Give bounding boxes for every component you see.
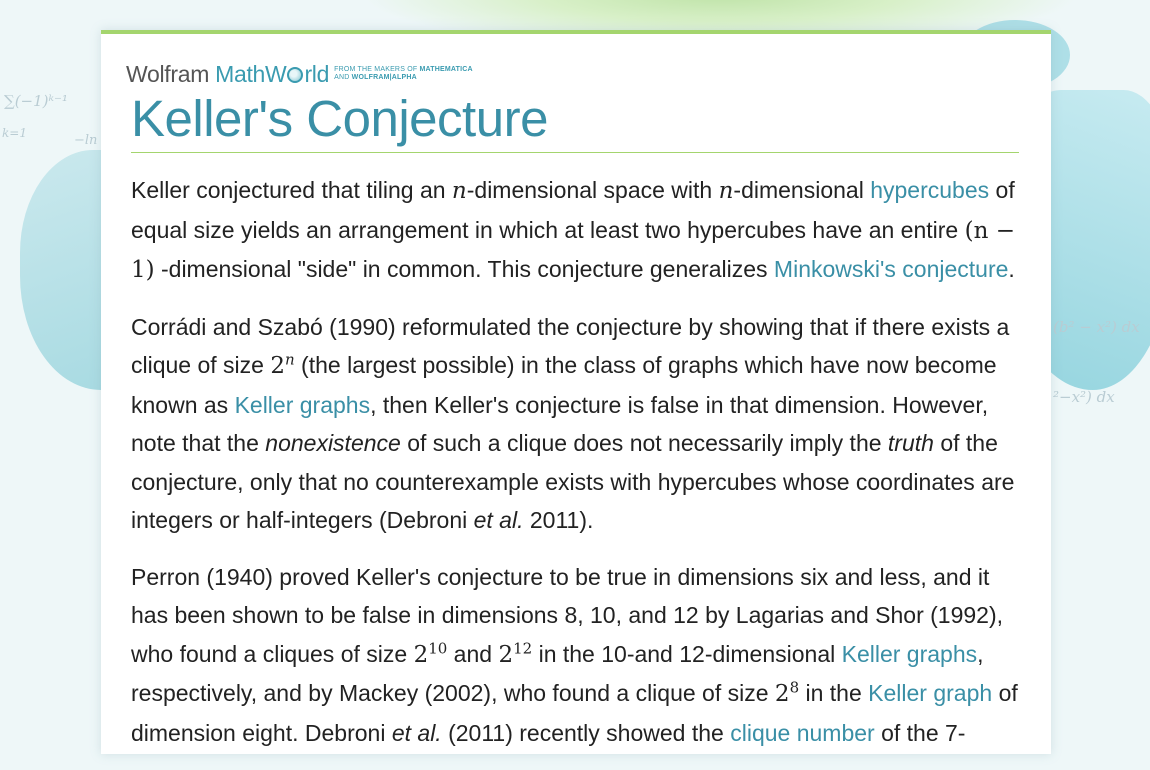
link-keller-graph[interactable]: Keller graph (868, 680, 993, 706)
page-title: Keller's Conjecture (131, 90, 548, 147)
math-n-minus-1: (n − 1) (131, 217, 1015, 283)
site-logo[interactable] (126, 61, 473, 88)
math-2-to-8: $2^8$ (774, 678, 800, 707)
paragraph-corradi-szabo: Corrádi and Szabó (1990) reformulated the conjecture by showing that if there exists a clique of size 2$^n$ (the largest possible) in the class of graphs which have now become known as Keller graphs, then Keller's conjecture is false in that dimension. However, note that the nonexistence of such a clique does not necessarily imply the truth of the conjecture, only that no counterexample exists with hypercubes whose coordinates are integers or half-integers (Debroni et al. 2011). (131, 313, 1015, 533)
logo-wolfram-text: Wolfram (126, 61, 210, 87)
link-hypercubes[interactable]: hypercubes (870, 177, 990, 203)
background-formula: ∑(−1)ᵏ⁻¹ (4, 92, 68, 110)
link-minkowskis-conjecture[interactable]: Minkowski's conjecture (773, 256, 1009, 282)
math-2-to-12: $2^{12}$ (498, 638, 533, 668)
globe-icon (287, 67, 303, 83)
logo-tagline: FROM THE MAKERS OF MATHEMATICA AND WOLFRAM|ALPHA (334, 66, 473, 81)
title-divider (131, 152, 1019, 153)
paragraph-intro: Keller conjectured that tiling an n-dimensional space with n-dimensional hypercubes of equal size yields an arrangement in which at least two hypercubes have an entire (n − 1) -dimensional "side" in common. This conjecture generalizes Minkowski's conjecture. (131, 177, 1015, 283)
article-card (101, 30, 1051, 754)
background-formula: k=1 (2, 126, 27, 140)
logo-mathworld-text: MathW rld (215, 61, 330, 87)
paragraph-perron: Perron (1940) proved Keller's conjecture to be true in dimensions six and less, and it has been shown to be false in dimensions 8, 10, and 12 by Lagarias and Shor (1992), who found a cliques of size $2^{10}$ and $2^{12}$ in the 10-and 12-dimensional Keller graphs, respectively, and by Mackey (2002), who found a clique of size $2^8$ in the Keller graph of dimension eight. Debroni et al. (2011) recently showed the clique number of the 7- (131, 563, 1018, 746)
link-clique-number[interactable]: clique number (730, 719, 875, 746)
article-body (131, 171, 1031, 770)
math-2-to-10: $2^{10}$ (413, 638, 448, 668)
background-formula: −ln (74, 133, 98, 148)
background-formula: (b² − x²) dx (1053, 318, 1140, 336)
link-keller-graphs[interactable]: Keller graphs (234, 391, 371, 418)
background-formula: ²−x²) dx (1053, 388, 1115, 406)
link-keller-graphs[interactable]: Keller graphs (841, 640, 978, 667)
math-2-to-n: 2$^n$ (270, 350, 295, 379)
